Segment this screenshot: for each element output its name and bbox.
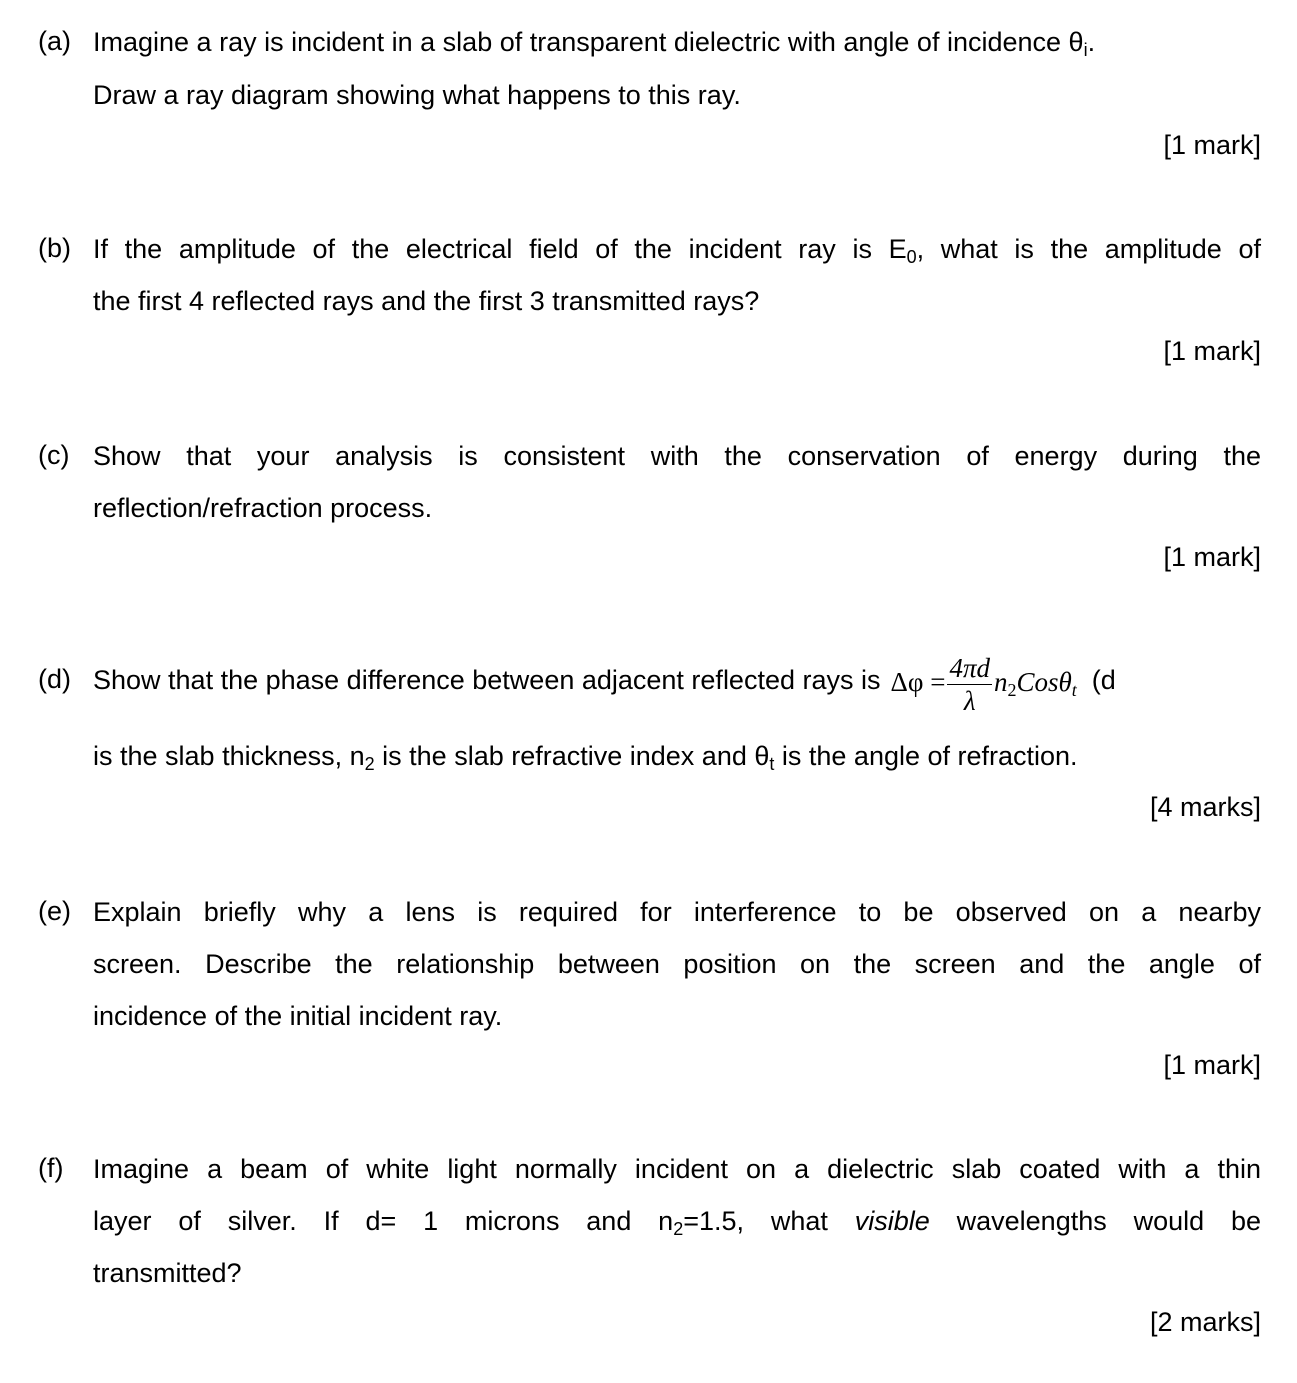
question-text-line: Show that your analysis is consistent with the conservation of energy during the [93,441,1261,471]
question-letter: (a) [38,26,71,56]
question-text-line: incidence of the initial incident ray. [93,1001,503,1031]
question-text-line: Imagine a beam of white light normally incident on a dielectric slab coated with a thin [93,1154,1261,1184]
question-text-line: Show that the phase difference between adjacent reflected rays is Δφ = $\frac{4\pi d}{\lambda}$ $n_2Cos\theta_t$ (d [93,644,1253,718]
phase-difference-formula: Δφ = $\frac{4\pi d}{\lambda}$ $n_2Cos\theta_t$ [890,653,1077,717]
mark-label: [1 mark] [1163,336,1261,366]
question-text-line: If the amplitude of the electrical field of the incident ray is $E_0$, what is the amplitude of [93,234,1261,267]
formula-fraction: $\frac{4\pi d}{\lambda}$ [949,653,990,717]
question-letter: (c) [38,440,70,470]
question-letter: (d) [38,664,71,694]
question-letter: (b) [38,233,71,263]
question-text-line: is the slab thickness, $n_2$ is the slab refractive index and $\theta_t$ is the angle of refraction. [93,741,1078,774]
mark-label: [1 mark] [1163,1050,1261,1080]
question-text-line: screen. Describe the relationship between position on the screen and the angle of [93,949,1261,979]
question-text-line: the first 4 reflected rays and the first 3 transmitted rays? [93,286,760,316]
question-letter: (e) [38,896,71,926]
question-text-line: Draw a ray diagram showing what happens to this ray. [93,80,741,110]
mark-label: [4 marks] [1149,792,1261,822]
question-text-line: transmitted? [93,1258,242,1288]
mark-label: [1 mark] [1163,130,1261,160]
question-text-line: layer of silver. If d= 1 microns and $n_2=1.5$, what visible wavelengths would be [93,1206,1261,1239]
mark-label: [2 marks] [1149,1307,1261,1337]
question-text-line: reflection/refraction process. [93,493,433,523]
question-text-line: Imagine a ray is incident in a slab of transparent dielectric with angle of incidence $\theta_i$. [93,27,1096,60]
mark-label: [1 mark] [1163,542,1261,572]
question-letter: (f) [38,1153,64,1183]
question-text-line: Explain briefly why a lens is required for interference to be observed on a nearby [93,897,1261,927]
